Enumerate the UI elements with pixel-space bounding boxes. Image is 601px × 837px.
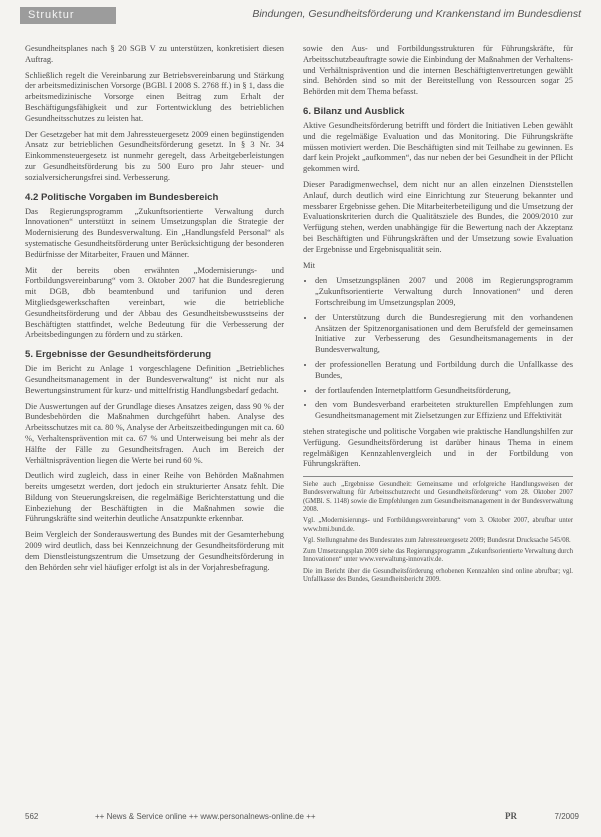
section-heading-4-2: 4.2 Politische Vorgaben im Bundesbereich xyxy=(25,191,219,203)
publisher-logo: PR xyxy=(505,811,517,821)
list-item: • der Unterstützung durch die Bundesregierung mit den vorhandenen Ansätzen der Spitzenorganisationen und dem Berufsfeld der gemeinsamen Initiative zur Verbesserung des Gesundheitsmanagements in der Bundesverwaltung, xyxy=(315,313,573,356)
paragraph: Mit der bereits oben erwähnten „Modernisierungs- und Fortbildungsvereinbarung“ vom 3. Oktober 2007 hat die Bundesregierung mit DGB, dbb beamtenbund und tarifunion und deren Mitgliedsgewerkschaften vereinbart, wie die betriebliche Gesundheitsförderung und der Abbau des Gesundheitsbewusstseins der Beschäftigten stattfindet, welche Bedeutung für die Verbesserung der Arbeitsbedingungen zu fördern und zu stärken. xyxy=(25,265,284,340)
section-heading-5: 5. Ergebnisse der Gesundheitsförderung xyxy=(25,349,212,361)
footnote: Vgl. „Modernisierungs- und Fortbildungsvereinbarung“ vom 3. Oktober 2007, abrufbar unter www.bmi.bund.de. xyxy=(303,517,573,533)
list-item: • der professionellen Beratung und Fortbildung durch die Unfallkasse des Bundes, xyxy=(315,360,573,382)
footnote: Siehe auch „Ergebnisse Gesundheit: Gemeinsame und erfolgreiche Handlungsweisen der Bundesverwaltung für Arbeitsschutzrecht und Gesundheitsförderung“ vom 28. Oktober 2007 (GMBl. S. 1148) sowie die Empfehlungen zum Gesundheitsmanagement in der Bundesverwaltung 2008. xyxy=(303,481,573,513)
issue-number: 7/2009 xyxy=(554,812,579,821)
paragraph: Gesundheitsplanes nach § 20 SGB V zu unterstützen, konkretisiert diesen Auftrag. xyxy=(25,44,284,64)
paragraph: Der Gesetzgeber hat mit dem Jahressteuergesetz 2009 einen begünstigenden Ansatz zur betrieblichen Gesundheitsförderung gesetzt. In § 3 Nr. 34 Einkommensteuergesetz ist nunmehr geregelt, dass Arbeitgeberleistungen zur Gesundheitsförderung bis zu 500 Euro pro Jahr steuer- und sozialversicherungsfrei sind. Verbesserung. xyxy=(25,129,284,182)
list-item: • der fortlaufenden Internetplattform Gesundheitsförderung, xyxy=(315,386,573,397)
paragraph: Das Regierungsprogramm „Zukunftsorientierte Verwaltung durch Innovationen“ unterstützt in seinem Umsetzungsplan die Strategie der Modernisierung des Bundesverwaltung. Ein „Handlungsfeld Personal“ als systematische Gesundheitsförderung unter Berücksichtigung der besonderen Bedürfnisse der Mitarbeiter, Frauen und Männer. xyxy=(25,206,284,259)
footnote: Die im Bericht über die Gesundheitsförderung erhobenen Kennzahlen sind online abrufbar; vgl. Unfallkasse des Bundes, Gesundheitsbericht 2009. xyxy=(303,567,573,584)
paragraph: Schließlich regelt die Vereinbarung zur Betriebsvereinbarung und Stärkung der arbeitsmedizinischen Vorsorge (BGBl. I 2008 S. 2768 ff.) in § 1, dass die arbeitsmedizinische Vorsorge einen Beitrag zum Erhalt der Beschäftigungsfähigkeit und zur Fortentwicklung des betrieblichen Gesundheitsschutzes zu leisten hat. xyxy=(25,70,284,123)
paragraph: Deutlich wird zugleich, dass in einer Reihe von Behörden Maßnahmen bereits umgesetzt werden, dort jedoch ein strukturierter Ansatz fehlt. Die Bildung von Steuerungskreisen, die regelmäßige Berichterstattung und die Einbeziehung der Beschäftigten in die Maßnahmen sowie die Führungskräfte sind weiterhin deutliche Ansatzpunkte erkennbar. xyxy=(25,471,284,524)
page-footer xyxy=(25,812,579,826)
footnote: Zum Umsetzungsplan 2009 siehe das Regierungsprogramm „Zukunftsorientierte Verwaltung durch Innovationen“ unter www.verwaltung-innovativ.de. xyxy=(303,548,573,564)
section-heading-6: 6. Bilanz und Ausblick xyxy=(303,105,405,117)
paragraph: Die Auswertungen auf der Grundlage dieses Ansatzes zeigen, dass 90 % der Bundesbehörden die Maßnahmen durchgeführt haben. Analyse des Arbeitsschutzes mit ca. 80 %, Analyse der Arbeitszeitbedingungen mit ca. 60 %, Verhaltensprävention mit ca. 67 % und Unterweisung bei mehr als der Hälfte der Fälle zu Gesundheitsfragen. Auch im Bereich der Verhältnisprävention liegen die Werte bei rund 60 %. xyxy=(25,401,284,465)
list-item: • den Umsetzungsplänen 2007 und 2008 im Regierungsprogramm „Zukunftsorientierte Verwaltung durch Innovationen“ und deren Fortschreibung im Umsetzungsplan 2009, xyxy=(315,276,573,308)
paragraph: Mit xyxy=(303,260,316,270)
page-number: 562 xyxy=(25,812,39,821)
paragraph: stehen strategische und politische Vorgaben wie praktische Handlungshilfen zur Verfügung. Gesundheitsförderung ist darüber hinaus Thema in einem regelmäßigen Kennzahlenvergleich und in der Fortbildung von Führungskräften. xyxy=(303,426,573,469)
footer-link[interactable]: ++ News & Service online ++ www.personalnews-online.de ++ xyxy=(95,812,316,821)
right-column xyxy=(303,44,573,587)
paragraph: Die im Bericht zu Anlage 1 vorgeschlagene Definition „Betriebliches Gesundheitsmanagement in der Bundesverwaltung“ ist nicht nur als Bewertungsinstrument für kurz- und mittelfristig Handlungsbedarf gedacht. xyxy=(25,364,284,395)
paragraph: Aktive Gesundheitsförderung betrifft und fördert die Initiativen Leben gewählt und die regelmäßige Evaluation und das Monitoring. Die Führungskräfte müssen motiviert werden. Die Beschäftigten sind mit Teilhabe zu gewinnen. Es darf kein Projekt „aufkommen“, das nur neben der bei Gesundheit in der Pflicht gekommen wird. xyxy=(303,120,573,174)
section-tag: Struktur xyxy=(20,7,116,24)
footnotes xyxy=(303,476,573,584)
paragraph: Beim Vergleich der Sonderauswertung des Bundes mit der Gesamterhebung 2009 wird deutlich, dass bei Kennzeichnung der Gesundheitsförderung mit dem Dienstleistungszentrum die Umsetzung der Gesundheitsförderung in den Behörden sehr viel häufiger erfolgt ist als in der Vorjahresbefragung. xyxy=(25,530,284,572)
list-item: • den vom Bundesverband erarbeiteten strukturellen Empfehlungen zum Gesundheitsmanagement mit Zielsetzungen zur Effizienz und Effektivität xyxy=(315,400,573,422)
paragraph: sowie den Aus- und Fortbildungsstrukturen für Führungskräfte, für Arbeitsschutzbeauftragte sowie die Einbindung der Maßnahmen der Verhaltens- und Verhältnisprävention und die internen Beschäftigtenvertretungen gewählt sind. Behörden sind so mit der Bereitstellung von Ressourcen sogar 25 Behörden mit dem Thema befasst. xyxy=(303,44,573,97)
paragraph: Dieser Paradigmenwechsel, dem nicht nur an allen einzelnen Dienststellen Anlauf, durch deutlich wird eine Einrichtung zur Steuerung bekannter und messbarer Ergebnisse gehen. Die Mitarbeiterbeteiligung und die Umsetzung der Evaluationskriterien durch die Qualitätsziele des Bundes, die 2009/2010 zur Verfügung stehen, werden unabhängige für die Bewertung nach der Akzeptanz bei Beschäftigten und Führungskräften und der Umsetzung sowie Evaluation der Ergebnisse und Ergebnisqualität sein. xyxy=(303,179,573,254)
left-column xyxy=(25,44,284,578)
running-title: Bindungen, Gesundheitsförderung und Krankenstand im Bundesdienst xyxy=(252,8,581,20)
bullet-list xyxy=(303,276,573,422)
footnote: Vgl. Stellungnahme des Bundesrates zum Jahressteuergesetz 2009; Bundesrat Drucksache 545/08. xyxy=(303,536,571,544)
